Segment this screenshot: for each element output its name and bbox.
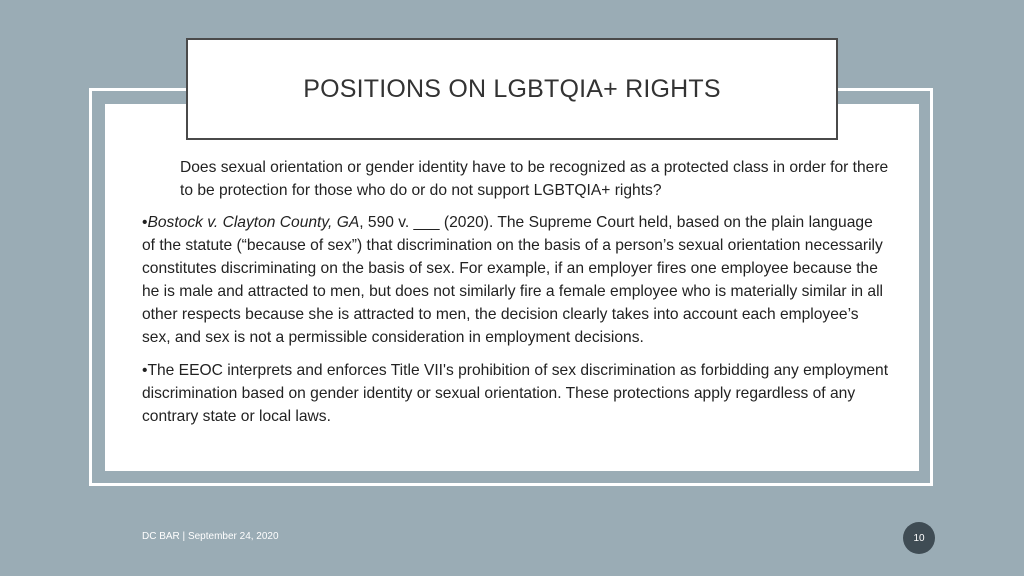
bullet-bostock — [142, 211, 890, 349]
case-name: Bostock v. Clayton County, GA — [147, 214, 360, 231]
title-box — [186, 38, 838, 140]
question-text: Does sexual orientation or gender identity have to be recognized as a protected class in order for there to be protection for those who do or do not support LGBTQIA+ rights? — [180, 159, 889, 199]
bullet-marker: • — [142, 214, 148, 231]
page-number: 10 — [913, 532, 925, 544]
bullet-marker: • — [142, 362, 148, 379]
slide-title: POSITIONS ON LGBTQIA+ RIGHTS — [303, 74, 721, 103]
bullet-eeoc-text: The EEOC interprets and enforces Title VII's prohibition of sex discrimination as forbidding any employment discrimination based on gender identity or sexual orientation. These protections apply regardless of any contrary state or local laws. — [142, 362, 889, 425]
bullet-eeoc — [142, 359, 890, 428]
footer-text: DC BAR | September 24, 2020 — [142, 531, 279, 542]
page-number-badge — [903, 522, 935, 554]
bullet-bostock-text: , 590 v. ___ (2020). The Supreme Court held, based on the plain language of the statute (“because of sex”) that discrimination on the basis of a person’s sexual orientation necessarily constitutes discriminating on the basis of sex. For example, if an employer fires one employee because the he is male and attracted to men, but does not similarly fire a female employee who is materially similar in all other respects because she is attracted to men, the decision clearly takes into account each employee’s sex, and sex is not a permissible consideration in employment decisions. — [142, 214, 884, 346]
slide-body — [142, 156, 890, 428]
